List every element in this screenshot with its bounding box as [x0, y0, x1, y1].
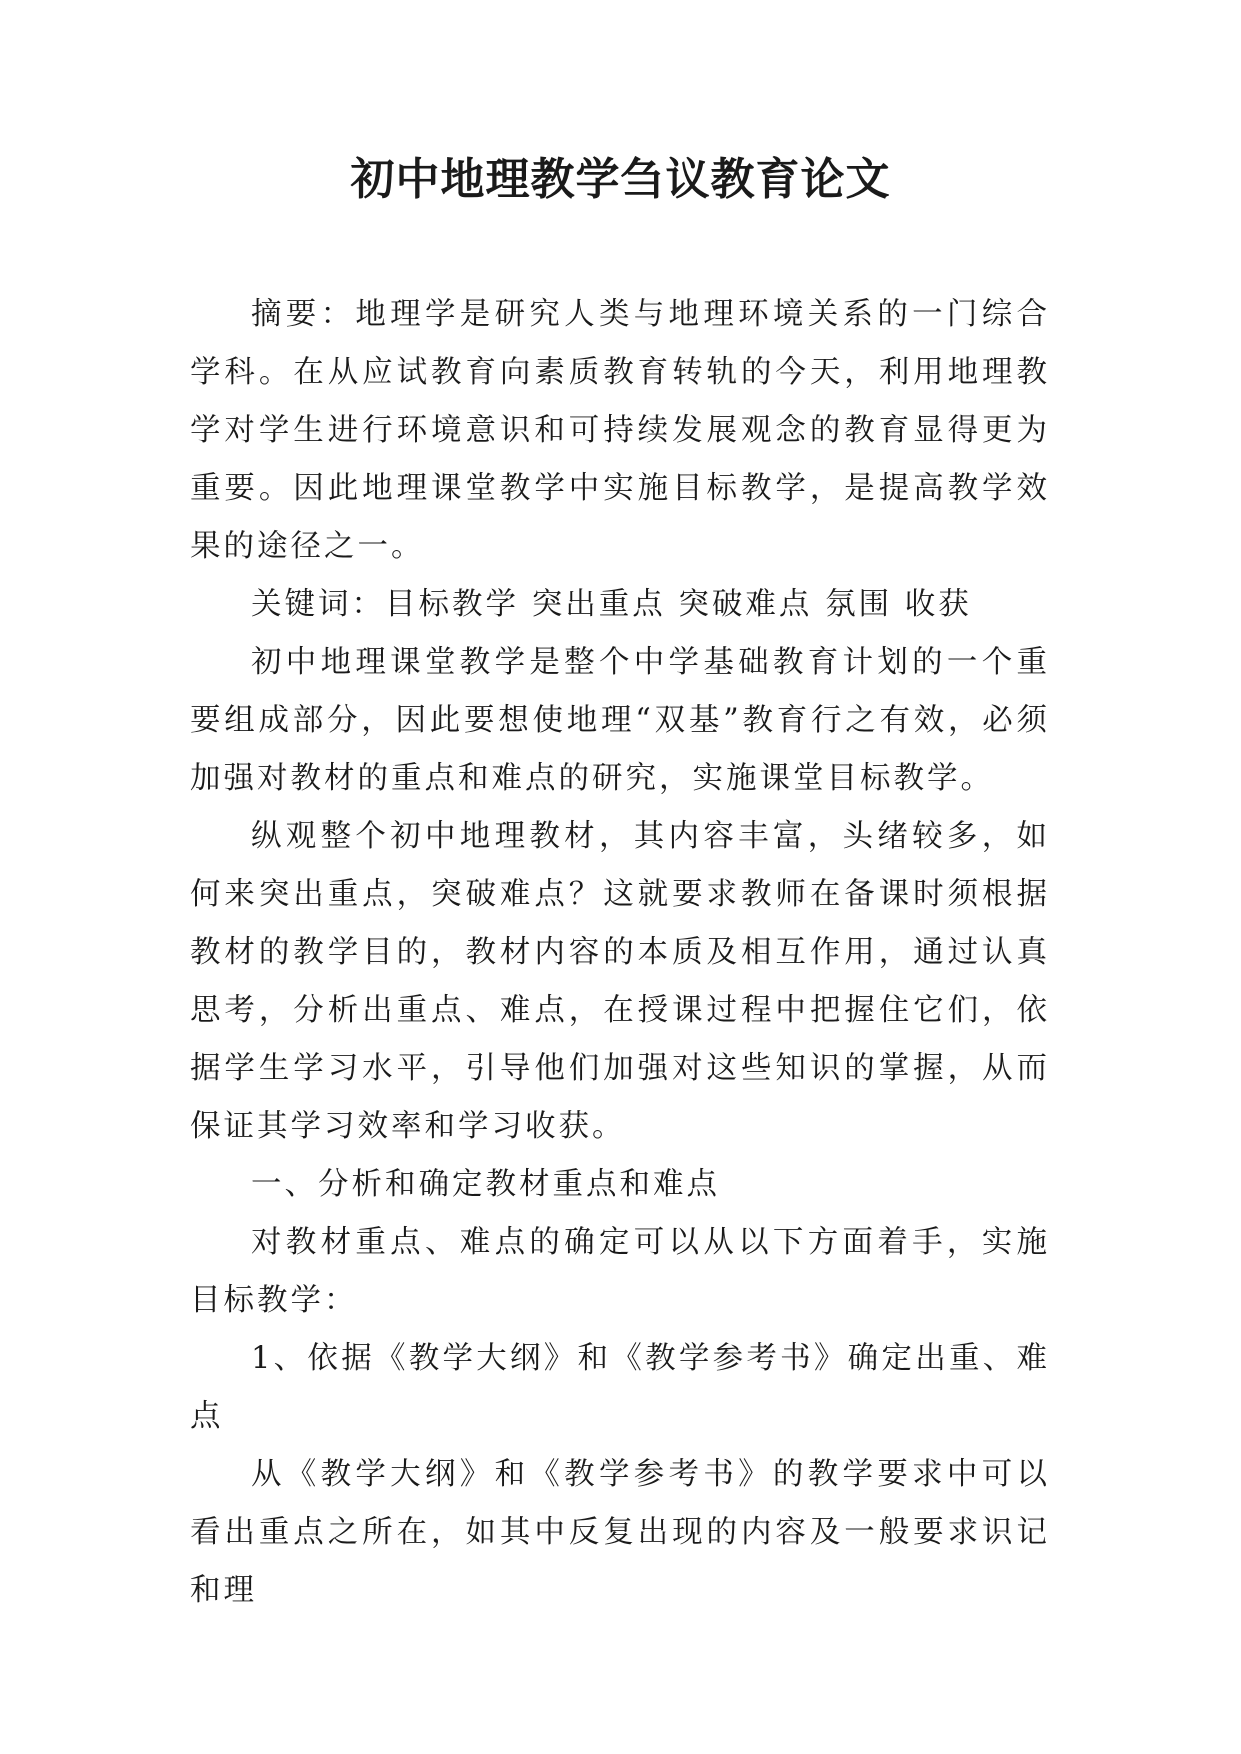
body-paragraph: 纵观整个初中地理教材，其内容丰富，头绪较多，如何来突出重点，突破难点？这就要求教师在备课时须根据教材的教学目的，教材内容的本质及相互作用，通过认真思考，分析出重点、难点，在授课过程中把握住它们，依据学生学习水平，引导他们加强对这些知识的掌握，从而保证其学习效率和学习收获。 [190, 819, 1050, 1144]
document-title: 初中地理教学刍议教育论文 [350, 154, 891, 205]
body-paragraph: 初中地理课堂教学是整个中学基础教育计划的一个重要组成部分，因此要想使地理“双基”教育行之有效，必须加强对教材的重点和难点的研究，实施课堂目标教学。 [190, 645, 1050, 796]
body-paragraph: 对教材重点、难点的确定可以从以下方面着手，实施目标教学： [190, 1225, 1050, 1318]
subsection-heading: 1、依据《教学大纲》和《教学参考书》确定出重、难点 [190, 1341, 1050, 1434]
body-paragraph: 从《教学大纲》和《教学参考书》的教学要求中可以看出重点之所在，如其中反复出现的内容及一般要求识记和理 [190, 1457, 1050, 1608]
keywords-paragraph: 关键词：目标教学 突出重点 突破难点 氛围 收获 [251, 587, 972, 622]
section-heading: 一、分析和确定教材重点和难点 [251, 1167, 720, 1202]
document-body [190, 286, 1050, 1620]
abstract-paragraph: 摘要：地理学是研究人类与地理环境关系的一门综合学科。在从应试教育向素质教育转轨的今天，利用地理教学对学生进行环境意识和可持续发展观念的教育显得更为重要。因此地理课堂教学中实施目标教学，是提高教学效果的途径之一。 [190, 297, 1050, 564]
